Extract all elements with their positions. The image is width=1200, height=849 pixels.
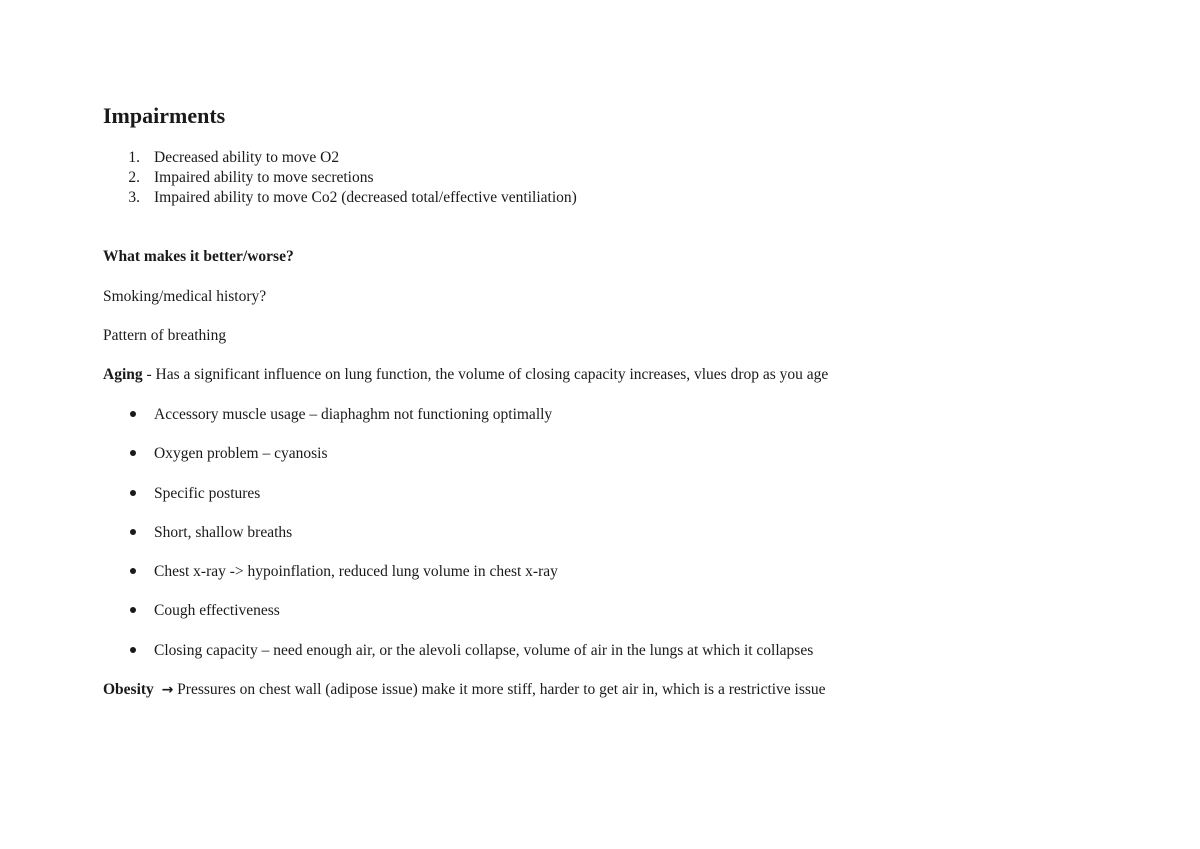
obesity-text: Pressures on chest wall (adipose issue) make it more stiff, harder to get air in, which is a restrictive issue [177,681,826,698]
breathing-pattern-line: Pattern of breathing [103,327,227,344]
bullet-icon [130,607,136,613]
better-worse-heading: What makes it better/worse? [103,248,294,265]
bullet-icon [130,529,136,535]
bullet-icon [130,568,136,574]
obesity-label: Obesity [103,681,154,698]
list-item-text: Decreased ability to move O2 [154,149,340,166]
list-item-text: Impaired ability to move Co2 (decreased total/effective ventiliation) [154,189,577,206]
list-number: 2. [128,169,140,186]
list-number: 3. [128,189,140,206]
smoking-history-line: Smoking/medical history? [103,288,267,305]
bullet-icon [130,411,136,417]
bullet-icon [130,490,136,496]
list-number: 1. [128,149,140,166]
aging-paragraph [103,364,828,386]
list-item-text: Accessory muscle usage – diaphaghm not functioning optimally [154,406,553,423]
aging-text: - Has a significant influence on lung function, the volume of closing capacity increases, vlues drop as you age [142,366,829,383]
section-heading: Impairments [103,103,226,128]
list-item-text: Impaired ability to move secretions [154,169,374,186]
list-item-text: Cough effectiveness [154,602,280,620]
bullet-icon [130,647,136,653]
list-item-text: Short, shallow breaths [154,523,293,541]
right-arrow-icon: → [161,682,174,698]
bullet-icon [130,450,136,456]
list-item-text: Chest x-ray -> hypoinflation, reduced lung volume in chest x-ray [154,563,558,581]
list-item-text: Specific postures [154,484,261,502]
list-item-text: Closing capacity – need enough air, or the alevoli collapse, volume of air in the lungs at which it collapses [154,641,814,659]
obesity-paragraph [103,679,826,701]
list-item-text: Oxygen problem – cyanosis [154,445,328,463]
aging-label: Aging [103,366,143,383]
